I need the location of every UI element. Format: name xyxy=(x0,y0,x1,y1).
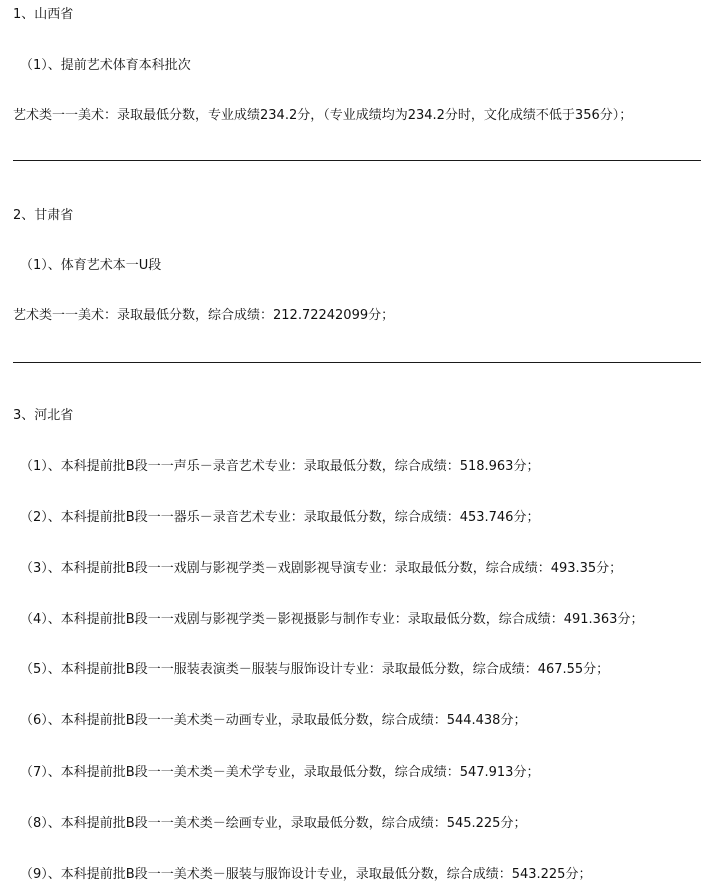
list-item: （9）、本科提前批B段一一美术类－服装与服饰设计专业，录取最低分数，综合成绩：543.225分； xyxy=(20,867,592,882)
list-item: （2）、本科提前批B段一一器乐－录音艺术专业：录取最低分数，综合成绩：453.746分； xyxy=(20,510,540,525)
section-heading-shanxi: 1、山西省 xyxy=(13,7,74,22)
list-item: （6）、本科提前批B段一一美术类－动画专业，录取最低分数，综合成绩：544.438分； xyxy=(20,713,527,728)
batch-title-gansu: （1）、体育艺术本一U段 xyxy=(20,258,162,273)
section-divider xyxy=(13,160,701,161)
section-heading-hebei: 3、河北省 xyxy=(13,408,74,423)
batch-title-shanxi: （1）、提前艺术体育本科批次 xyxy=(20,58,191,73)
list-item: （3）、本科提前批B段一一戏剧与影视学类－戏剧影视导演专业：录取最低分数，综合成绩：493.35分； xyxy=(20,561,623,576)
list-item: （7）、本科提前批B段一一美术类－美术学专业，录取最低分数，综合成绩：547.913分； xyxy=(20,765,540,780)
list-item: （4）、本科提前批B段一一戏剧与影视学类－影视摄影与制作专业：录取最低分数，综合成绩：491.363分； xyxy=(20,612,644,627)
list-item: （8）、本科提前批B段一一美术类－绘画专业，录取最低分数，综合成绩：545.225分； xyxy=(20,816,527,831)
score-entry-gansu: 艺术类一一美术：录取最低分数，综合成绩：212.72242099分； xyxy=(13,308,395,323)
section-heading-gansu: 2、甘肃省 xyxy=(13,208,74,223)
section-divider xyxy=(13,362,701,363)
list-item: （1）、本科提前批B段一一声乐－录音艺术专业：录取最低分数，综合成绩：518.963分； xyxy=(20,459,540,474)
list-item: （5）、本科提前批B段一一服装表演类－服装与服饰设计专业：录取最低分数，综合成绩：467.55分； xyxy=(20,662,610,677)
score-entry-shanxi: 艺术类一一美术：录取最低分数，专业成绩234.2分，（专业成绩均为234.2分时，文化成绩不低于356分）； xyxy=(13,108,633,123)
